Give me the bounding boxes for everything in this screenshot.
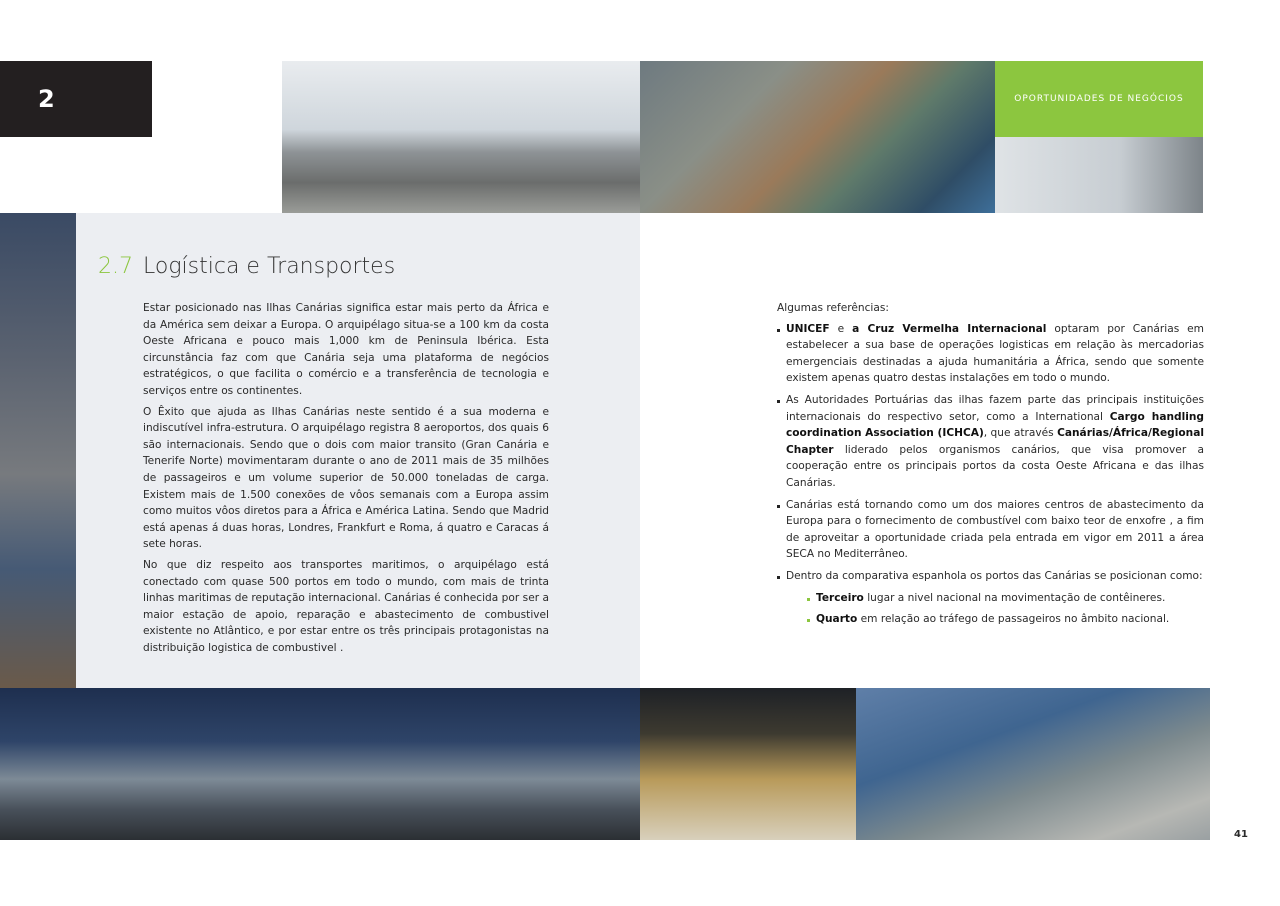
sub-list-item — [807, 590, 1204, 607]
station-clock-photo — [995, 137, 1203, 213]
bold-text: Canárias/África/Regional Chapter — [786, 427, 1204, 456]
section-number: 2.7 — [98, 254, 133, 279]
bold-text: a Cruz Vermelha Internacional — [852, 322, 1047, 335]
sub-list-item — [807, 611, 1204, 628]
references-list — [777, 321, 1204, 585]
harbor-industrial-photo — [0, 688, 640, 840]
section-heading — [98, 254, 395, 279]
container-port-photo — [640, 61, 995, 213]
text: em relação ao tráfego de passageiros no âmbito nacional. — [857, 613, 1170, 626]
paragraph: O Êxito que ajuda as Ilhas Canárias neste sentido é a sua moderna e indiscutível infra-estrutura. O arquipélago registra 8 aeroportos, dos quais 6 são internacionais. Sendo que o dois com maior transito (Gran Canária e Tenerife Norte) movimentaram durante o ano de 2011 mais de 35 milhões de passageiros e um volume superior de 50.000 toneladas de carga. Existem mais de 1.500 conexões de vôos semanais com a Europa assim como muitos vôos diretos para a África e América Latina. Sendo que Madrid está apenas á duas horas, Londres, Frankfurt e Roma, á quatro e Caracas á sete horas. — [143, 405, 549, 551]
list-item — [777, 392, 1204, 492]
airport-departures-photo — [640, 688, 856, 840]
bold-text: UNICEF — [786, 322, 830, 335]
right-column — [777, 300, 1204, 633]
list-item: Canárias está tornando como um dos maiores centros de abastecimento da Europa para o fornecimento de combustível com baixo teor de enxofre , a fim de aproveitar a oportunidade criada pela entrada em vigor em 2011 a área SECA no Mediterrâneo. — [777, 497, 1204, 563]
city-port-photo — [0, 213, 76, 688]
paragraph: Estar posicionado nas Ilhas Canárias significa estar mais perto da África e da América sem deixar a Europa. O arquipélago situa-se a 100 km da costa Oeste Africana e pouco mais 1,000 km de Peninsula Ibérica. Esta circunstância faz com que Canária seja uma plataforma de negócios estratégicos, o que facilita o comércio e a transferência de tecnologia e serviços entre os continentes. — [143, 302, 549, 397]
chapter-number: 2 — [38, 85, 55, 113]
bold-text: Quarto — [816, 613, 858, 626]
paragraph: No que diz respeito aos transportes maritimos, o arquipélago está conectado com quase 500 portos em todo o mundo, com mais de trinta linhas maritimas de reputação internacional. Canárias é conhecida por ser a maior estação de apoio, reparação e abastecimento de combustivel existente no Atlântico, e por estar entre os três principais protagonistas na distribuição logistica de combustivel . — [143, 558, 549, 654]
left-column — [143, 300, 549, 660]
references-intro: Algumas referências: — [777, 302, 889, 314]
text: , que através — [983, 427, 1058, 440]
list-item — [777, 321, 1204, 387]
text: e — [829, 322, 853, 335]
text: optaram por Canárias em estabelecer a sua base de operações logisticas em relação às mercadorias emergenciais destinadas a ajuda humanitária a África, sendo que somente existem apenas quatro destas instalações em todo o mundo. — [786, 322, 1204, 385]
text: As Autoridades Portuárias das ilhas fazem parte das principais instituições internacionais do respectivo setor, como a International — [786, 393, 1204, 423]
page-number: 41 — [1234, 829, 1248, 840]
sub-list — [777, 590, 1204, 628]
bold-text: Terceiro — [816, 591, 864, 604]
aerial-harbor-photo — [856, 688, 1210, 840]
section-title: Logística e Transportes — [143, 254, 396, 279]
text: lugar a nivel nacional na movimentação de contêineres. — [863, 591, 1166, 604]
bold-text: Cargo handling coordination Association (ICHCA) — [786, 410, 1204, 440]
chapter-number-box — [0, 61, 152, 137]
section-label: OPORTUNIDADES DE NEGÓCIOS — [1014, 94, 1184, 104]
airport-terminal-photo — [282, 61, 640, 213]
text: liderado pelos organismos canários, que visa promover a cooperação entre os principais portos da costa Oeste Africana e das ilhas Canárias. — [786, 443, 1204, 489]
section-label-box — [995, 61, 1203, 137]
list-item: Dentro da comparativa espanhola os portos das Canárias se posicionan como: — [777, 568, 1204, 585]
